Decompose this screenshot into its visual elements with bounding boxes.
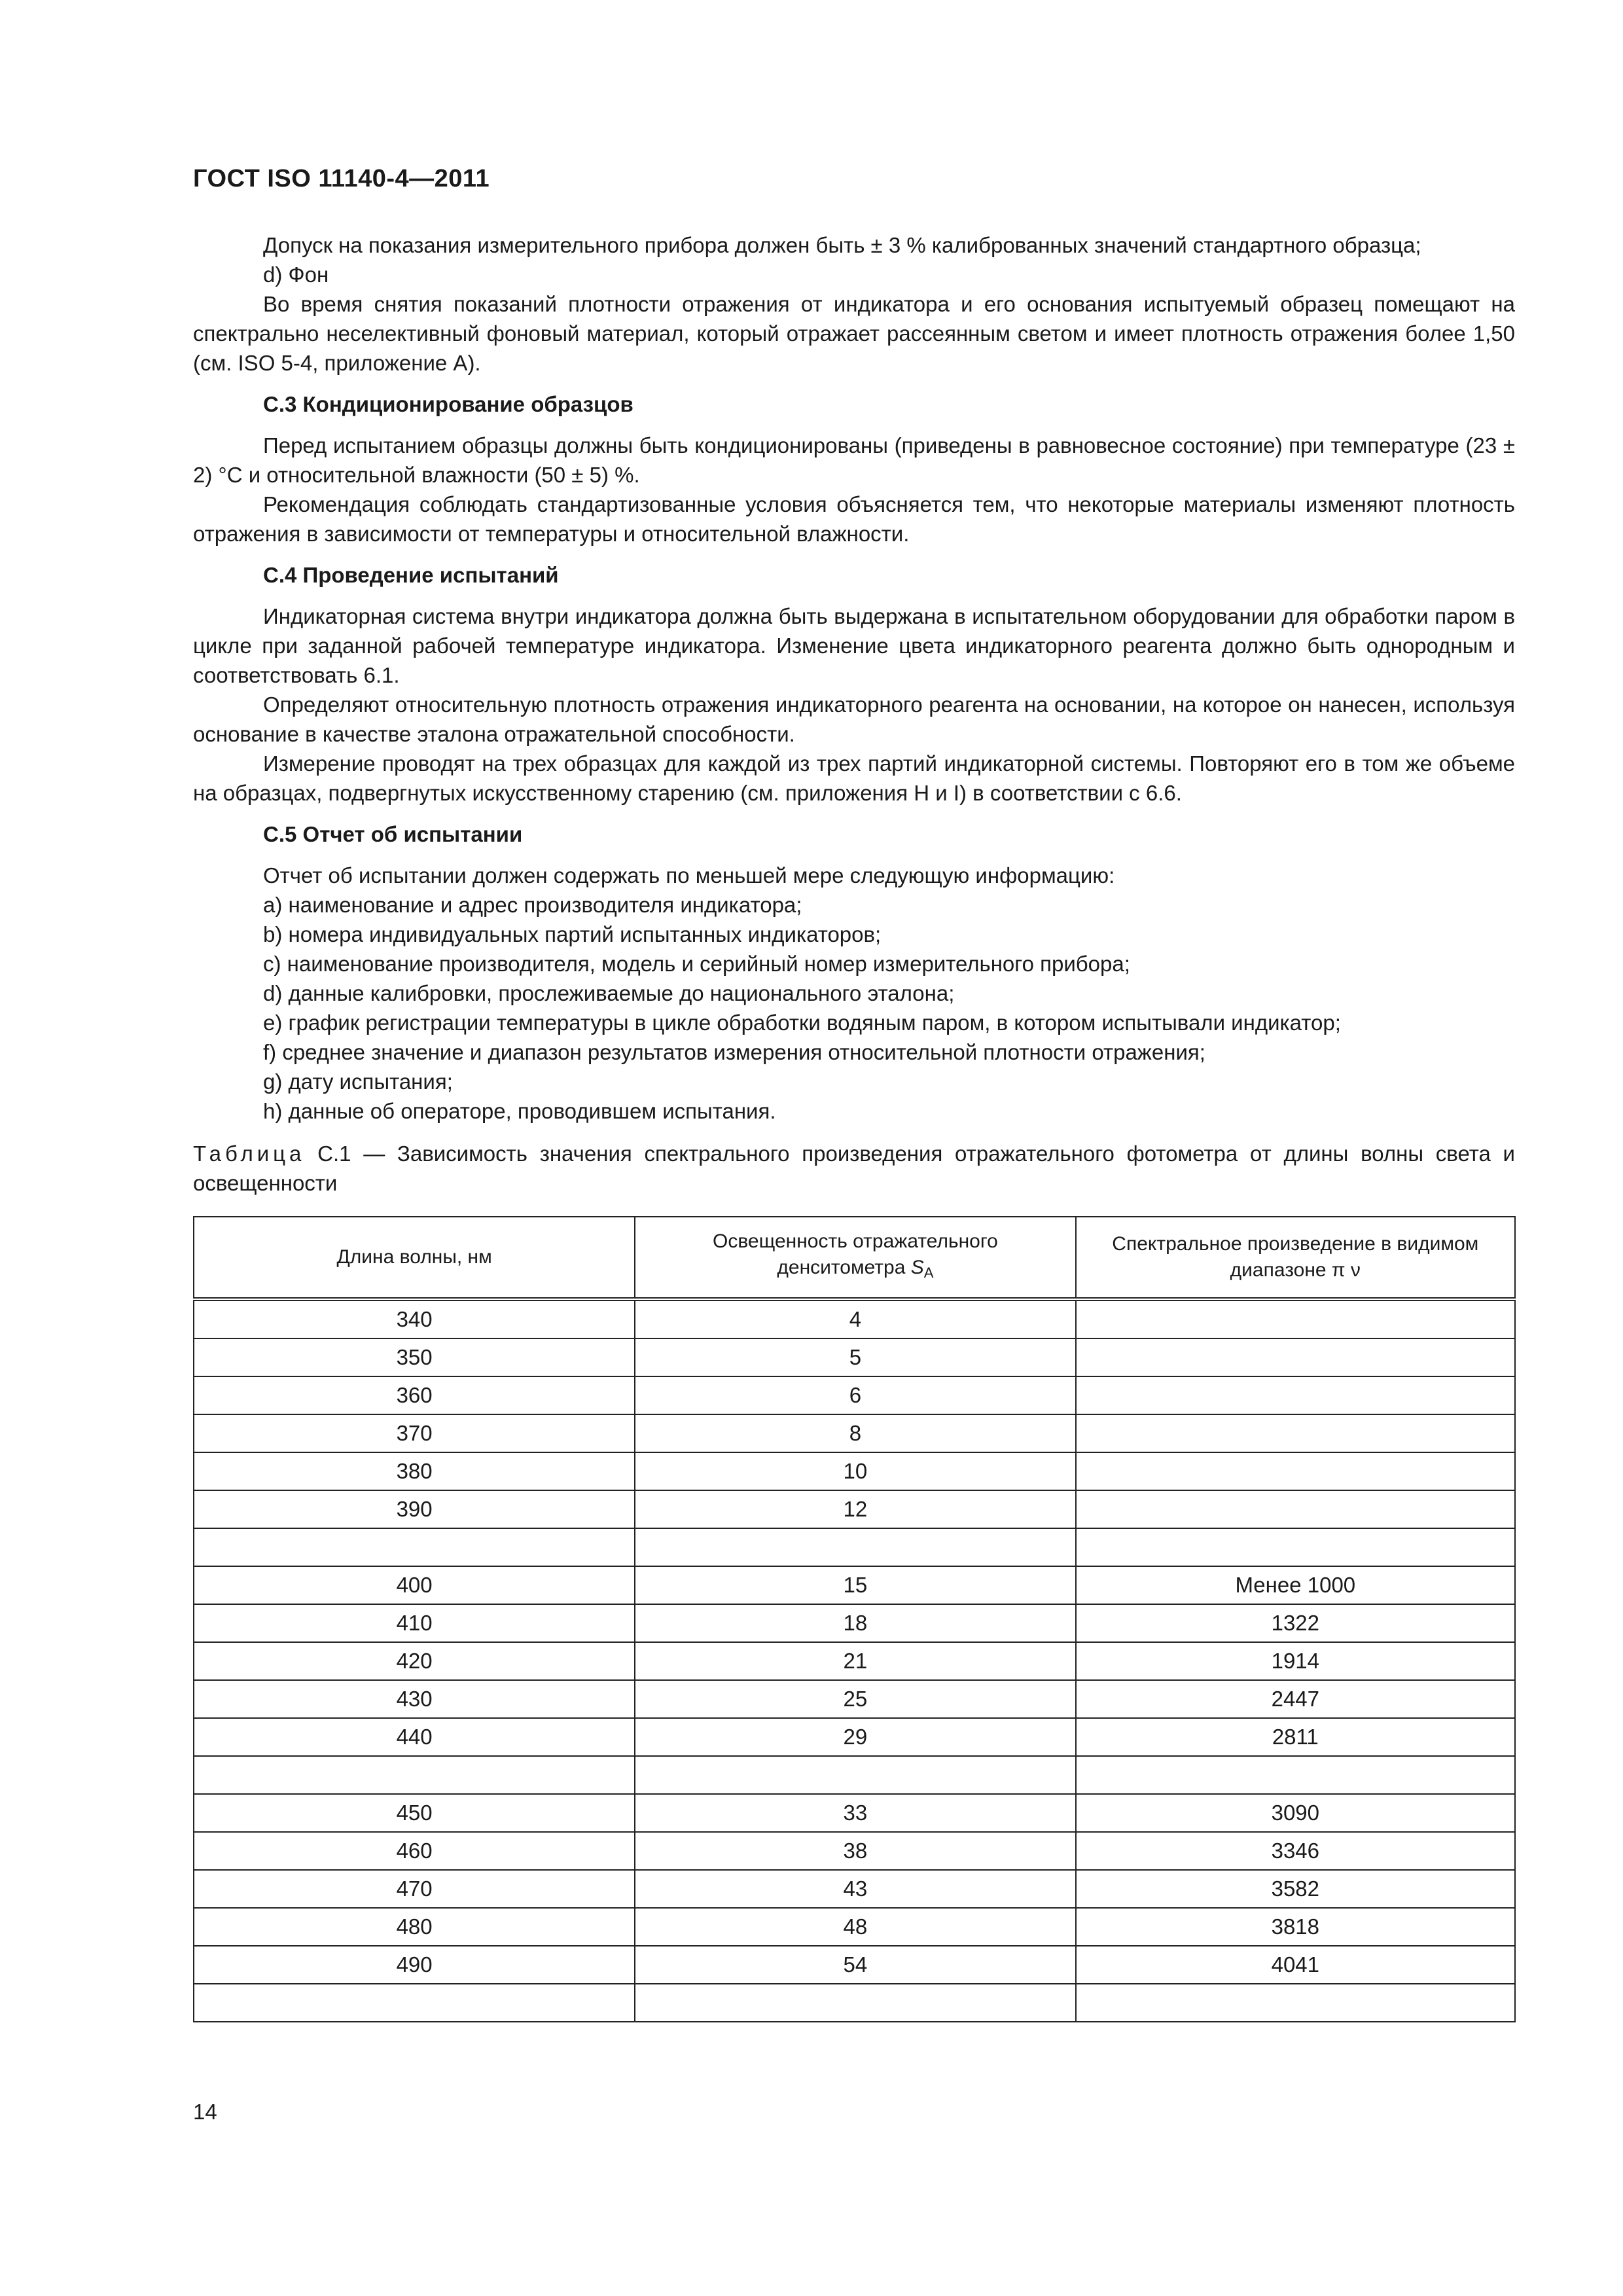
table-cell: 370 xyxy=(194,1414,635,1452)
table-cell: 2811 xyxy=(1076,1718,1515,1756)
table-cell xyxy=(1076,1984,1515,2022)
table-row xyxy=(194,1490,1515,1528)
paragraph: Перед испытанием образцы должны быть кондиционированы (приведены в равновесное состояние) при температуре (23 ± 2) °С и относительной влажности (50 ± 5) %. xyxy=(193,433,1515,487)
table-cell: 3346 xyxy=(1076,1832,1515,1870)
header-subscript: A xyxy=(923,1265,934,1281)
table-cell: 2447 xyxy=(1076,1680,1515,1718)
table-cell: 25 xyxy=(635,1680,1075,1718)
table-cell: 3582 xyxy=(1076,1870,1515,1908)
table-cell: 430 xyxy=(194,1680,635,1718)
table-row xyxy=(194,1642,1515,1680)
table-cell: 54 xyxy=(635,1946,1075,1984)
table-cell xyxy=(635,1756,1075,1794)
table-row xyxy=(194,1528,1515,1566)
table-cell: 1914 xyxy=(1076,1642,1515,1680)
section-heading-c5: С.5 Отчет об испытании xyxy=(263,822,523,846)
table-row xyxy=(194,1566,1515,1604)
paragraph: Во время снятия показаний плотности отражения от индикатора и его основания испытуемый образец помещают на спектрально неселективный фоновый материал, который отражает рассеянным светом и имеет плотность отражения более 1,50 (см. ISO 5-4, приложение А). xyxy=(193,292,1515,375)
table-cell xyxy=(194,1528,635,1566)
table-cell: 38 xyxy=(635,1832,1075,1870)
table-cell xyxy=(1076,1376,1515,1414)
paragraph: Рекомендация соблюдать стандартизованные условия объясняется тем, что некоторые материалы изменяют плотность отражения в зависимости от температуры и относительной влажности. xyxy=(193,492,1515,546)
table-cell xyxy=(1076,1338,1515,1376)
table-cell: 10 xyxy=(635,1452,1075,1490)
table-row xyxy=(194,1452,1515,1490)
table-cell: 21 xyxy=(635,1642,1075,1680)
table-cell: 360 xyxy=(194,1376,635,1414)
table-cell xyxy=(1076,1299,1515,1338)
header-symbol: S xyxy=(910,1257,924,1278)
table-cell: 400 xyxy=(194,1566,635,1604)
table-row xyxy=(194,1984,1515,2022)
paragraph: Измерение проводят на трех образцах для каждой из трех партий индикаторной системы. Повторяют его в том же объеме на образцах, подвергнутых искусственному старению (см. приложения Н и I) в соответствии с 6.6. xyxy=(193,751,1515,805)
list-item: d) данные калибровки, прослеживаемые до национального эталона; xyxy=(263,981,955,1005)
table-cell xyxy=(1076,1452,1515,1490)
table-row xyxy=(194,1680,1515,1718)
table-cell: 470 xyxy=(194,1870,635,1908)
header-line: Освещенность отражательного xyxy=(712,1230,998,1252)
table-cell: 1322 xyxy=(1076,1604,1515,1642)
table-cell: 420 xyxy=(194,1642,635,1680)
list-item: b) номера индивидуальных партий испытанных индикаторов; xyxy=(263,922,882,946)
data-table xyxy=(193,1216,1516,2022)
table-cell: 12 xyxy=(635,1490,1075,1528)
document-body xyxy=(193,230,1515,2022)
table-cell: 33 xyxy=(635,1794,1075,1832)
table-cell: 4 xyxy=(635,1299,1075,1338)
table-row xyxy=(194,1908,1515,1946)
table-cell: 490 xyxy=(194,1946,635,1984)
table-cell: 390 xyxy=(194,1490,635,1528)
table-cell: 460 xyxy=(194,1832,635,1870)
list-item: е) график регистрации температуры в цикле обработки водяным паром, в котором испытывали индикатор; xyxy=(263,1011,1341,1035)
page-number: 14 xyxy=(193,2100,217,2124)
paragraph: Определяют относительную плотность отражения индикаторного реагента на основании, на которое он нанесен, используя основание в качестве эталона отражательной способности. xyxy=(193,692,1515,746)
table-row xyxy=(194,1756,1515,1794)
document-header: ГОСТ ISO 11140-4—2011 xyxy=(193,165,490,192)
header-line: диапазоне π ν xyxy=(1230,1259,1361,1281)
table-row xyxy=(194,1794,1515,1832)
header-line: Спектральное произведение в видимом xyxy=(1112,1233,1479,1255)
table-row xyxy=(194,1338,1515,1376)
table-header-row xyxy=(194,1217,1515,1299)
list-item: g) дату испытания; xyxy=(263,1069,453,1094)
section-heading-c3: С.3 Кондиционирование образцов xyxy=(263,392,633,416)
table-cell: Менее 1000 xyxy=(1076,1566,1515,1604)
table-cell xyxy=(194,1984,635,2022)
table-cell: 18 xyxy=(635,1604,1075,1642)
table-row xyxy=(194,1604,1515,1642)
list-item: а) наименование и адрес производителя индикатора; xyxy=(263,893,802,917)
table-cell: 3090 xyxy=(1076,1794,1515,1832)
list-item: h) данные об операторе, проводившем испытания. xyxy=(263,1099,776,1123)
section-heading-c4: С.4 Проведение испытаний xyxy=(263,563,559,587)
header-line: денситометра xyxy=(777,1257,911,1278)
report-items-list xyxy=(193,890,1515,1126)
table-cell: 29 xyxy=(635,1718,1075,1756)
table-row xyxy=(194,1870,1515,1908)
table-cell xyxy=(1076,1414,1515,1452)
table-cell: 380 xyxy=(194,1452,635,1490)
table-row xyxy=(194,1718,1515,1756)
table-cell: 450 xyxy=(194,1794,635,1832)
table-cell: 480 xyxy=(194,1908,635,1946)
table-label: Таблица xyxy=(193,1141,306,1166)
table-caption-text: С.1 — Зависимость значения спектрального произведения отражательного фотометра от длины волны света и освещенности xyxy=(193,1141,1515,1195)
table-cell: 15 xyxy=(635,1566,1075,1604)
table-cell: 340 xyxy=(194,1299,635,1338)
table-cell: 4041 xyxy=(1076,1946,1515,1984)
table-cell xyxy=(635,1528,1075,1566)
table-row xyxy=(194,1832,1515,1870)
table-cell xyxy=(1076,1490,1515,1528)
table-cell xyxy=(1076,1528,1515,1566)
table-row xyxy=(194,1946,1515,1984)
table-row xyxy=(194,1299,1515,1338)
table-cell: 5 xyxy=(635,1338,1075,1376)
table-caption xyxy=(193,1139,1515,1198)
table-row xyxy=(194,1414,1515,1452)
table-header-cell xyxy=(635,1217,1075,1299)
paragraph: Индикаторная система внутри индикатора должна быть выдержана в испытательном оборудовании для обработки паром в цикле при заданной рабочей температуре индикатора. Изменение цвета индикаторного реагента должно быть однородным и соответствовать 6.1. xyxy=(193,604,1515,687)
paragraph: Допуск на показания измерительного прибора должен быть ± 3 % калиброванных значений стандартного образца; xyxy=(263,233,1421,257)
table-cell: 6 xyxy=(635,1376,1075,1414)
list-item: d) Фон xyxy=(263,262,329,287)
table-cell xyxy=(194,1756,635,1794)
table-cell: 350 xyxy=(194,1338,635,1376)
list-item: f) среднее значение и диапазон результатов измерения относительной плотности отражения; xyxy=(263,1040,1205,1064)
table-row xyxy=(194,1376,1515,1414)
table-cell: 440 xyxy=(194,1718,635,1756)
table-cell: 48 xyxy=(635,1908,1075,1946)
table-cell xyxy=(1076,1756,1515,1794)
table-cell xyxy=(635,1984,1075,2022)
table-header-cell xyxy=(1076,1217,1515,1299)
paragraph: Отчет об испытании должен содержать по меньшей мере следующую информацию: xyxy=(263,863,1115,888)
list-item: с) наименование производителя, модель и серийный номер измерительного прибора; xyxy=(263,952,1130,976)
table-cell: 8 xyxy=(635,1414,1075,1452)
table-cell: 43 xyxy=(635,1870,1075,1908)
table-cell: 410 xyxy=(194,1604,635,1642)
table-header-cell: Длина волны, нм xyxy=(194,1217,635,1299)
table-cell: 3818 xyxy=(1076,1908,1515,1946)
